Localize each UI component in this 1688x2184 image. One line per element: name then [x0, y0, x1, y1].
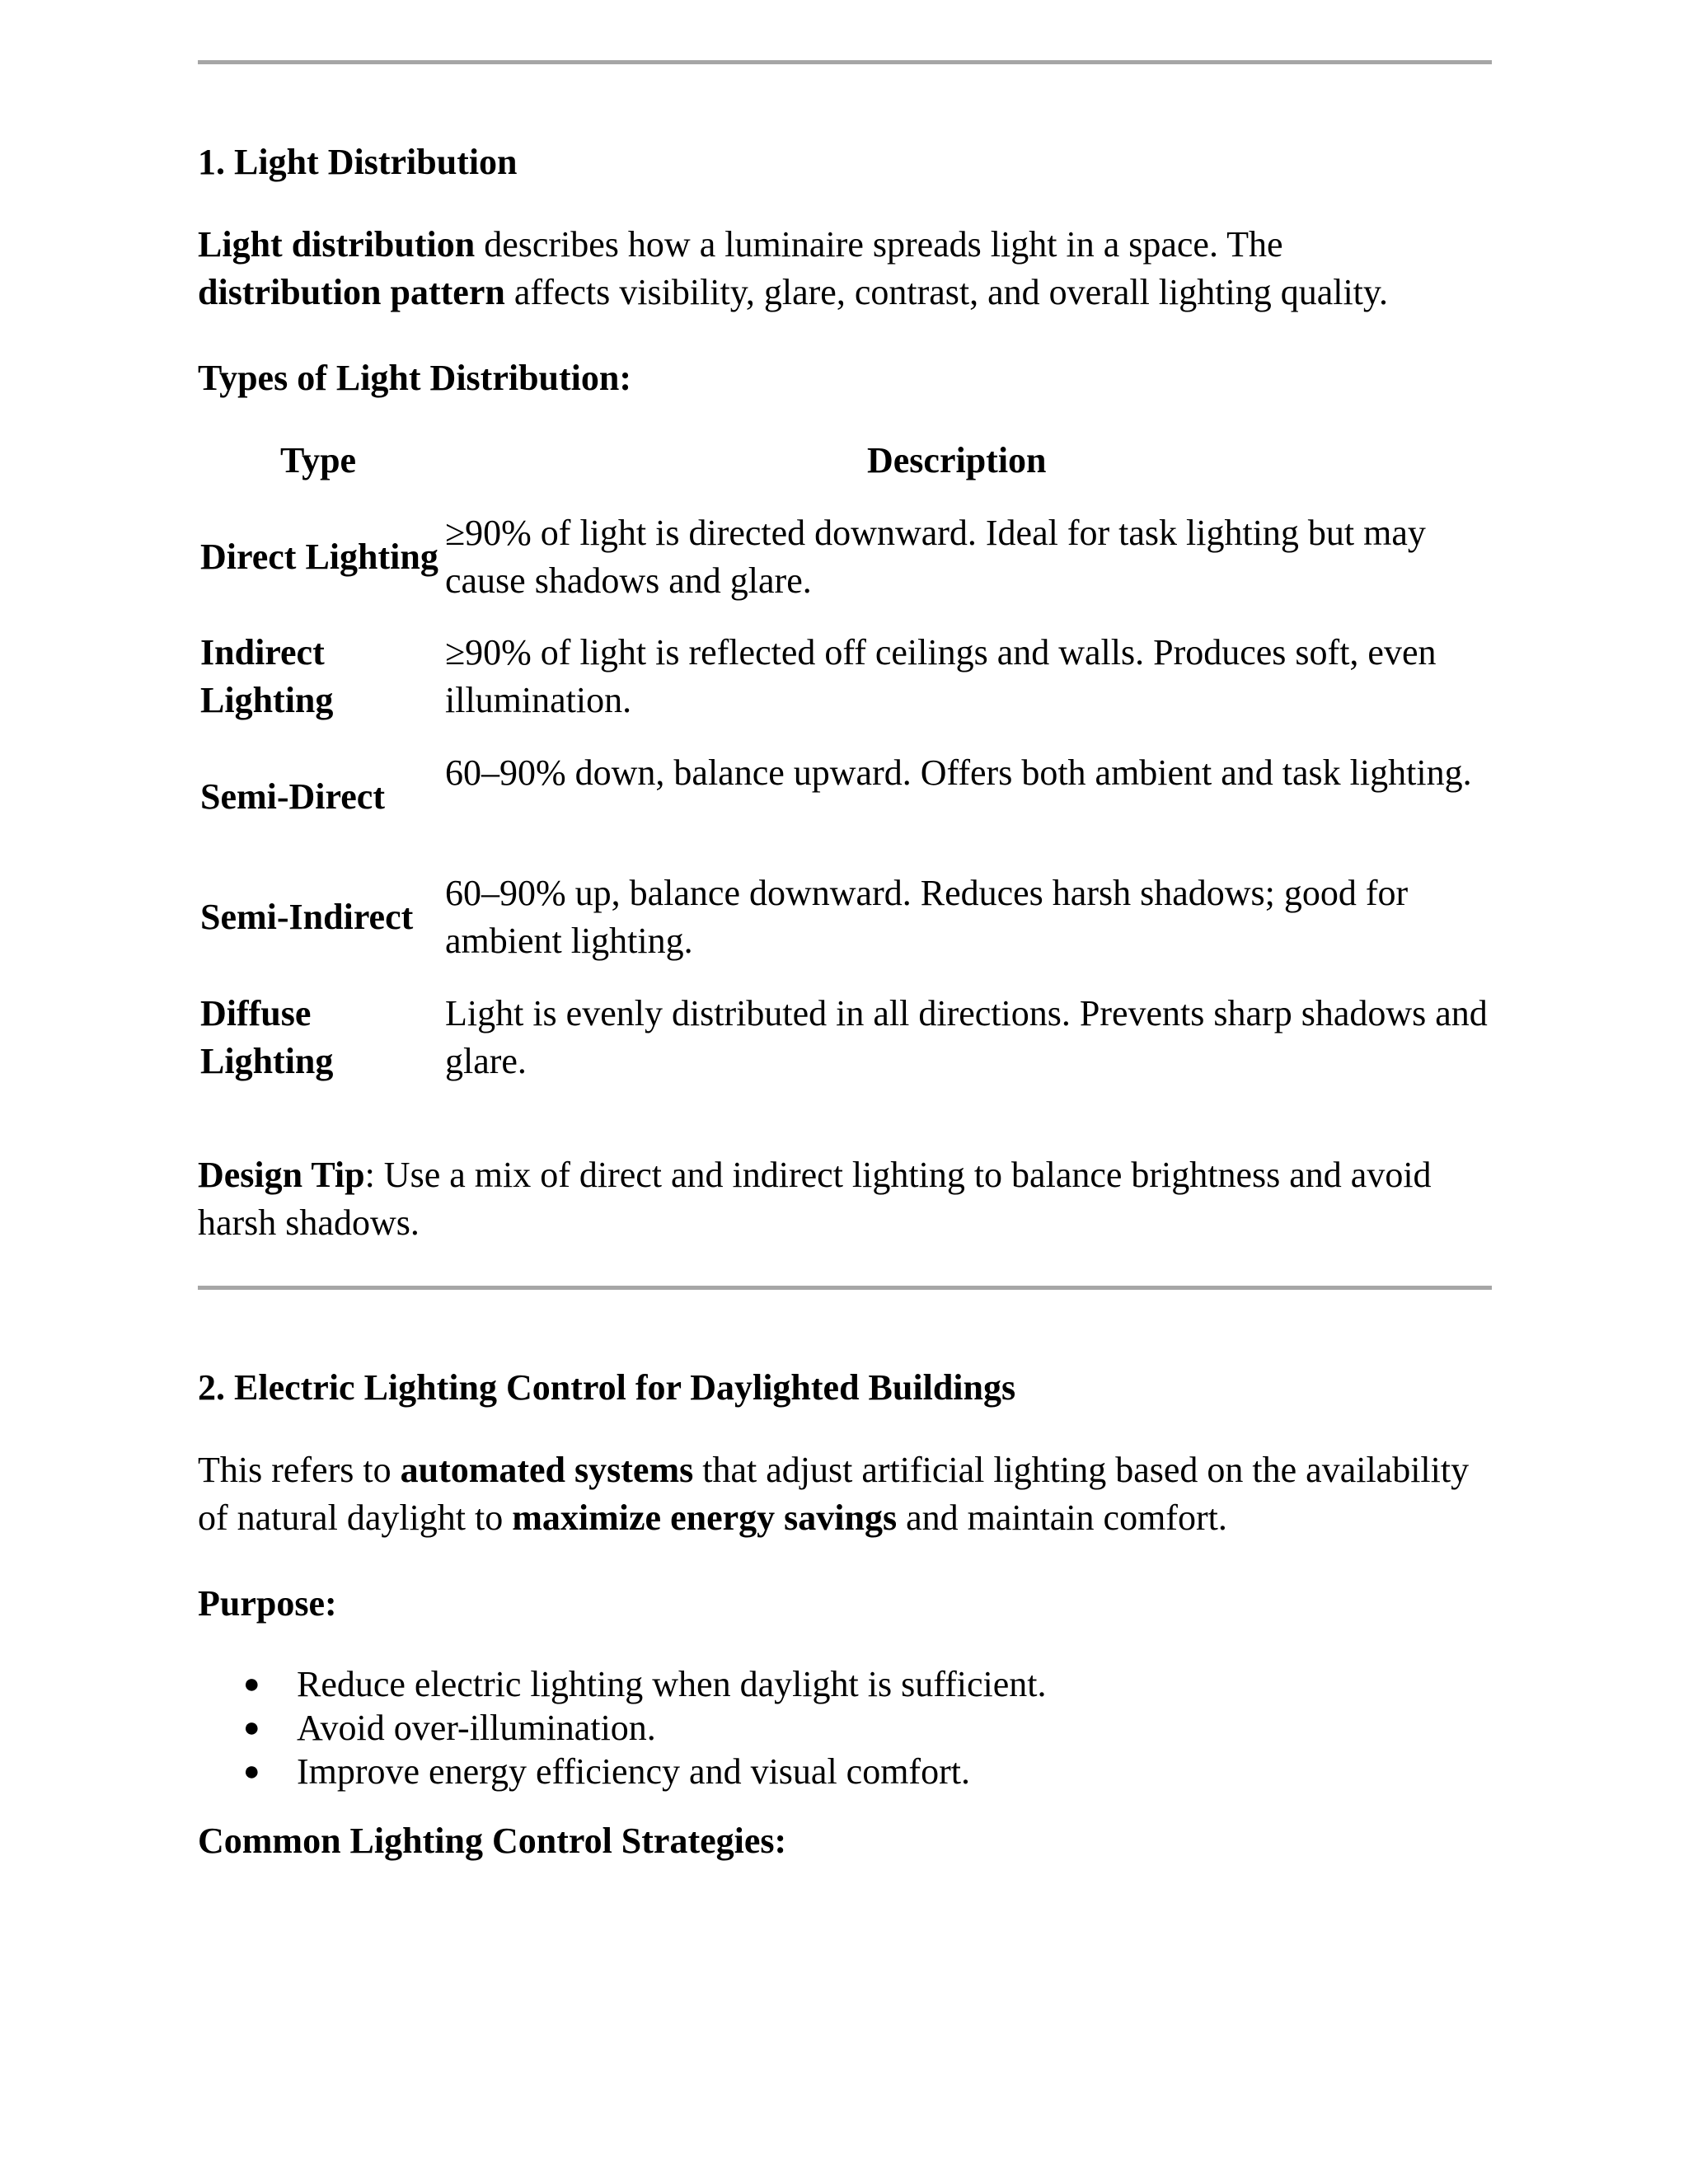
table-row — [198, 509, 1500, 608]
section-heading-lighting-control: 2. Electric Lighting Control for Daylighted Buildings — [198, 1367, 1016, 1408]
term-automated-systems: automated systems — [400, 1450, 694, 1490]
divider-middle — [198, 1286, 1492, 1290]
list-item-text: Reduce electric lighting when daylight is sufficient. — [297, 1664, 1047, 1704]
bullet-icon: ● — [243, 1756, 260, 1787]
table-header-type: Type — [280, 440, 357, 480]
list-item-text: Improve energy efficiency and visual comfort. — [297, 1751, 970, 1792]
design-tip-text: : Use a mix of direct and indirect lighting to balance brightness and avoid harsh shadows. — [198, 1155, 1432, 1243]
table-cell-description: ≥90% of light is reflected off ceilings and walls. Produces soft, even illumination. — [445, 632, 1437, 720]
lighting-control-intro — [198, 1446, 1500, 1542]
table-cell-description: Light is evenly distributed in all directions. Prevents sharp shadows and glare. — [445, 993, 1488, 1081]
table-cell-description: 60–90% down, balance upward. Offers both ambient and task lighting. — [445, 752, 1472, 793]
purpose-list — [198, 1662, 1047, 1793]
table-cell-type: Semi-Indirect — [200, 897, 414, 937]
table-row — [198, 990, 1500, 1089]
term-maximize-energy-savings: maximize energy savings — [512, 1497, 898, 1538]
strategies-heading: Common Lighting Control Strategies: — [198, 1821, 787, 1861]
table-cell-type: Direct Lighting — [200, 537, 438, 577]
table-row — [198, 869, 1500, 968]
types-heading: Types of Light Distribution: — [198, 358, 632, 398]
table-row — [198, 629, 1500, 728]
list-item — [198, 1706, 1047, 1750]
control-intro-text-1: This refers to — [198, 1450, 401, 1490]
bullet-icon: ● — [243, 1713, 260, 1743]
table-row — [198, 749, 1500, 848]
table-cell-type: Diffuse Lighting — [200, 993, 334, 1081]
table-cell-type: Semi-Direct — [200, 776, 385, 817]
control-intro-text-2: that adjust artificial lighting based on the availability of natural daylight to — [198, 1450, 1470, 1538]
divider-top — [198, 60, 1492, 64]
bullet-icon: ● — [243, 1669, 260, 1699]
list-item-text: Avoid over-illumination. — [297, 1708, 656, 1748]
term-light-distribution: Light distribution — [198, 224, 476, 265]
light-distribution-intro — [198, 221, 1500, 316]
table-cell-description: 60–90% up, balance downward. Reduces harsh shadows; good for ambient lighting. — [445, 873, 1409, 961]
table-cell-type: Indirect Lighting — [200, 632, 334, 720]
list-item — [198, 1662, 1047, 1706]
term-distribution-pattern: distribution pattern — [198, 272, 505, 312]
table-cell-description: ≥90% of light is directed downward. Ideal for task lighting but may cause shadows and glare. — [445, 513, 1426, 601]
intro-text-1: describes how a luminaire spreads light in a space. The — [475, 224, 1283, 265]
intro-text-2: affects visibility, glare, contrast, and overall lighting quality. — [504, 272, 1389, 312]
purpose-heading: Purpose: — [198, 1583, 337, 1624]
section-heading-light-distribution: 1. Light Distribution — [198, 142, 518, 182]
control-intro-text-3: and maintain comfort. — [897, 1497, 1227, 1538]
design-tip-label: Design Tip — [198, 1155, 365, 1195]
design-tip — [198, 1151, 1500, 1247]
list-item — [198, 1750, 1047, 1793]
table-header-description: Description — [867, 440, 1047, 480]
